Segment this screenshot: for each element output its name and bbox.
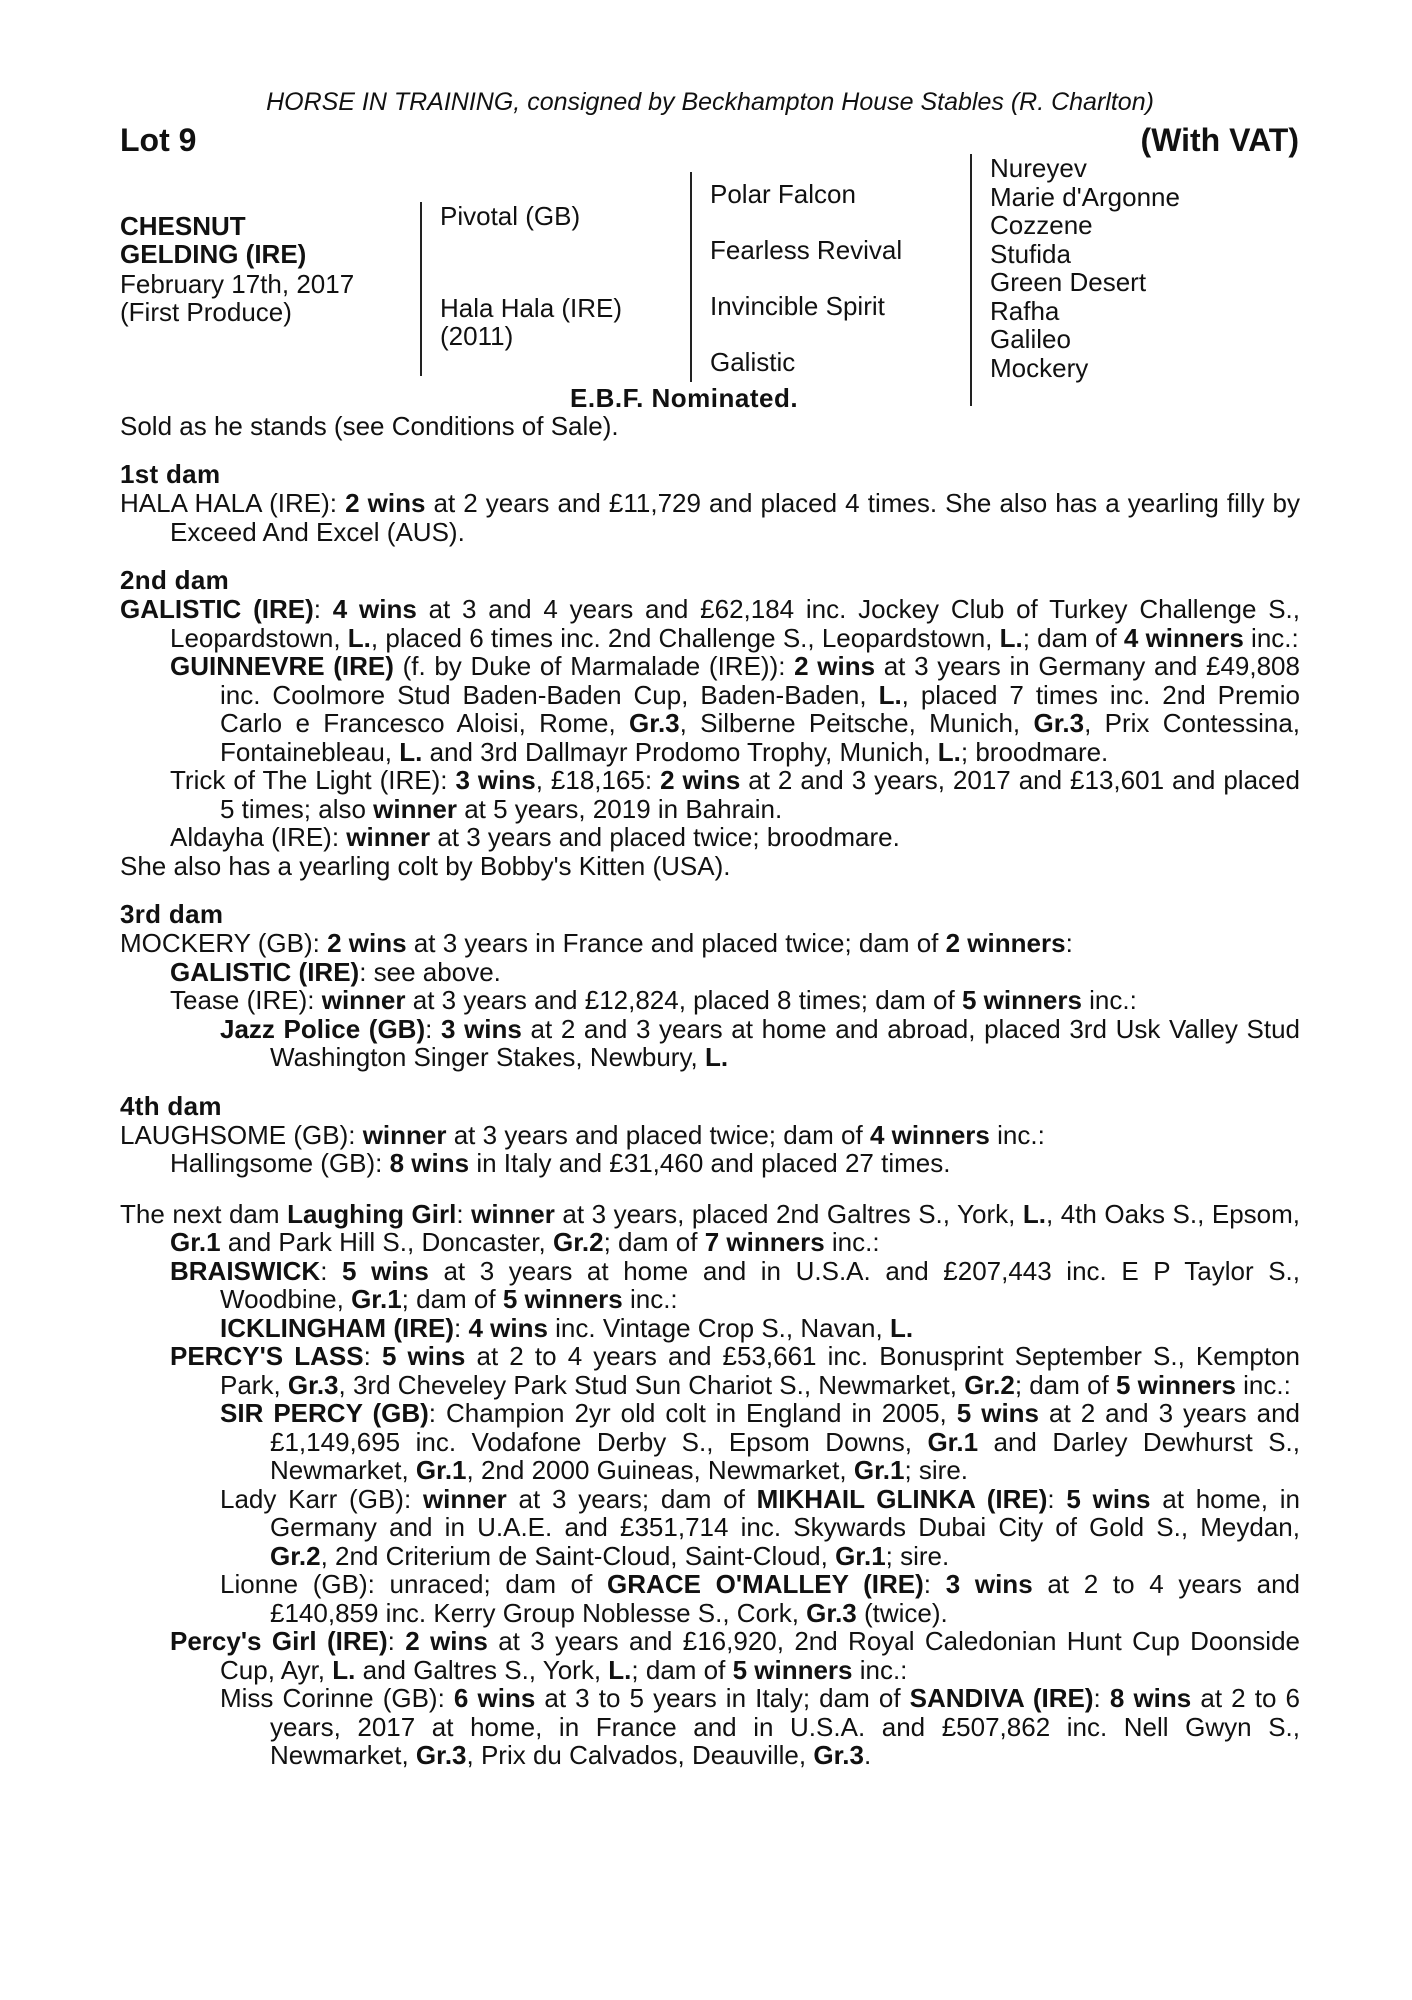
dam-note: She also has a yearling colt by Bobby's Kitten (USA). [120,850,731,881]
produce-entry: Aldayha (IRE): winner at 3 years and placed twice; broodmare. [170,822,900,852]
great-grandparents-column [970,154,1180,406]
third-dam-section [120,900,1300,1072]
great-grandparent: Stufida [990,238,1071,269]
great-grandparent: Nureyev [990,153,1087,183]
produce-entry: Miss Corinne (GB): 6 wins at 3 to 5 years in Italy; dam of SANDIVA (IRE): 8 wins at 2 to 6 years, 2017 at home, in France and in U.S.A. and £507,862 inc. Nell Gwyn S., Newmarket, Gr.3, Prix du Calvados, Deauville, Gr.3. [220,1683,1300,1770]
dam-entry: GALISTIC (IRE): 4 wins at 3 and 4 years and £62,184 inc. Jockey Club of Turkey Challenge S., Leopardstown, L., placed 6 times inc. 2nd Challenge S., Leopardstown, L.; dam of 4 winners inc.: [120,594,1300,653]
grandparent: Invincible Spirit [710,291,885,321]
produce-entry: PERCY'S LASS: 5 wins at 2 to 4 years and £53,661 inc. Bonusprint September S., Kempton Park, Gr.3, 3rd Cheveley Park Stud Sun Chariot S., Newmarket, Gr.2; dam of 5 winners inc.: [170,1341,1300,1400]
pedigree-table [120,153,1300,413]
dam-entry: LAUGHSOME (GB): winner at 3 years and placed twice; dam of 4 winners inc.: [120,1119,1045,1150]
great-grandparent: Mockery [990,352,1089,383]
produce-entry: GUINNEVRE (IRE) (f. by Duke of Marmalade (IRE)): 2 wins at 3 years in Germany and £49,808 inc. Coolmore Stud Baden-Baden Cup, Baden-Baden, L., placed 7 times inc. 2nd Premio Carlo e Francesco Aloisi, Rome, Gr.3, Silberne Peitsche, Munich, Gr.3, Prix Contessina, Fontainebleau, L. and 3rd Dallmayr Prodomo Trophy, Munich, L.; broodmare. [170,651,1301,767]
produce-entry: Trick of The Light (IRE): 3 wins, £18,165: 2 wins at 2 and 3 years, 2017 and £13,601 and placed 5 times; also winner at 5 years, 2019 in Bahrain. [170,765,1300,824]
produce-note: (First Produce) [120,297,292,327]
produce-entry: Hallingsome (GB): 8 wins in Italy and £31,460 and placed 27 times. [170,1148,951,1178]
section-title: 2nd dam [120,565,230,595]
parents-column [420,202,680,376]
section-title: 4th dam [120,1090,222,1121]
sold-note: Sold as he stands (see Conditions of Sale). [120,411,619,441]
grandparent: Polar Falcon [710,179,856,209]
dam-entry: The next dam Laughing Girl: winner at 3 years, placed 2nd Galtres S., York, L., 4th Oaks S., Epsom, Gr.1 and Park Hill S., Doncaster, Gr.2; dam of 7 winners inc.: [120,1198,1300,1257]
produce-entry: Jazz Police (GB): 3 wins at 2 and 3 years at home and abroad, placed 3rd Usk Valley Stud Washington Singer Stakes, Newbury, L. [220,1013,1300,1072]
ebf-nominated: E.B.F. Nominated. [570,383,799,413]
first-dam-section [120,460,1300,546]
section-title: 1st dam [120,459,221,489]
section-title: 3rd dam [120,899,224,929]
horse-meta [120,270,354,326]
great-grandparent: Galileo [990,324,1071,354]
dam: Hala Hala (IRE) (2011) [440,293,623,351]
great-grandparent: Cozzene [990,210,1093,240]
dam-entry: MOCKERY (GB): 2 wins at 3 years in France and placed twice; dam of 2 winners: [120,928,1073,958]
foaling-date: February 17th, 2017 [120,269,355,299]
great-grandparent: Marie d'Argonne [990,181,1180,212]
grandparents-column [690,172,960,382]
catalogue-page [120,86,1300,1770]
grandparent: Galistic [710,347,796,377]
sire: Pivotal (GB) [440,201,581,231]
produce-entry: BRAISWICK: 5 wins at 3 years at home and in U.S.A. and £207,443 inc. E P Taylor S., Woodbine, Gr.1; dam of 5 winners inc.: [170,1255,1300,1314]
vat-label: (With VAT) [1140,122,1299,158]
lot-number: Lot 9 [120,122,197,158]
dam-entry: HALA HALA (IRE): 2 wins at 2 years and £11,729 and placed 4 times. She also has a yearling filly by Exceed And Excel (AUS). [120,488,1300,547]
consignment-line: HORSE IN TRAINING, consigned by Beckhampton House Stables (R. Charlton) [266,88,1154,116]
produce-entry: Tease (IRE): winner at 3 years and £12,824, placed 8 times; dam of 5 winners inc.: [170,985,1137,1015]
produce-entry: Lionne (GB): unraced; dam of GRACE O'MALLEY (IRE): 3 wins at 2 to 4 years and £140,859 inc. Kerry Group Noblesse S., Cork, Gr.3 (twice). [220,1569,1300,1628]
grandparent: Fearless Revival [710,235,903,265]
great-grandparent: Rafha [990,295,1060,326]
fourth-dam-section [120,1092,1300,1178]
great-grandparent: Green Desert [990,267,1147,297]
produce-entry: Lady Karr (GB): winner at 3 years; dam of MIKHAIL GLINKA (IRE): 5 wins at home, in Germany and in U.A.E. and £351,714 inc. Skywards Dubai City of Gold S., Meydan, Gr.2, 2nd Criterium de Saint-Cloud, Saint-Cloud, Gr.1; sire. [220,1483,1300,1571]
second-dam-section [120,566,1300,880]
horse-name: CHESNUT GELDING (IRE) [120,211,307,269]
next-dam-section [120,1200,1300,1770]
produce-entry: SIR PERCY (GB): Champion 2yr old colt in England in 2005, 5 wins at 2 and 3 years and £1,149,695 inc. Vodafone Derby S., Epsom Downs, Gr.1 and Darley Dewhurst S., Newmarket, Gr.1, 2nd 2000 Guineas, Newmarket, Gr.1; sire. [220,1398,1300,1485]
produce-entry: ICKLINGHAM (IRE): 4 wins inc. Vintage Crop S., Navan, L. [220,1312,914,1343]
produce-entry: Percy's Girl (IRE): 2 wins at 3 years and £16,920, 2nd Royal Caledonian Hunt Cup Doonside Cup, Ayr, L. and Galtres S., York, L.; dam of 5 winners inc.: [170,1626,1300,1685]
produce-entry: GALISTIC (IRE): see above. [170,956,501,987]
